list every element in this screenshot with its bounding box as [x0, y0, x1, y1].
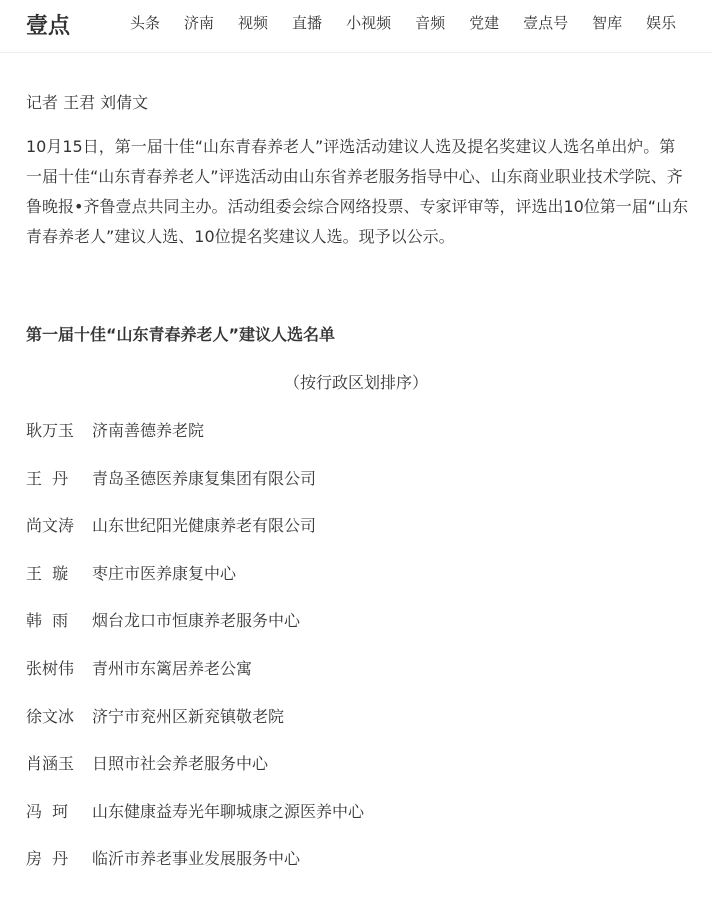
list-item — [26, 704, 686, 752]
candidate-name: 王 丹 — [26, 468, 69, 488]
candidate-name: 王 璇 — [26, 563, 69, 583]
candidate-name: 房 丹 — [26, 849, 69, 869]
list-item — [26, 418, 686, 466]
nav-item-short-video[interactable]: 小视频 — [346, 13, 392, 32]
candidate-organization: 枣庄市医养康复中心 — [92, 563, 237, 583]
nav-item-video[interactable]: 视频 — [238, 13, 269, 32]
candidate-name: 肖涵玉 — [26, 754, 75, 774]
list-ordering-note: （按行政区划排序） — [283, 373, 428, 392]
top-navigation-bar — [0, 0, 712, 53]
candidate-organization: 日照市社会养老服务中心 — [92, 754, 269, 774]
candidate-organization: 临沂市养老事业发展服务中心 — [92, 849, 301, 869]
list-item — [26, 608, 686, 656]
nav-item-audio[interactable]: 音频 — [415, 13, 446, 32]
nav-item-party[interactable]: 党建 — [469, 13, 500, 32]
candidate-organization: 济宁市兖州区新兖镇敬老院 — [92, 706, 285, 726]
article-lead-paragraph: 10月15日，第一届十佳“山东青春养老人”评选活动建议人选及提名奖建议人选名单出炉。第一届十佳“山东青春养老人”评选活动由山东省养老服务指导中心、山东商业职业技术学院、齐鲁晚报•齐鲁壹点共同主办。活动组委会综合网络投票、专家评审等，评选出10位第一届“山东青春养老人”建议人选、10位提名奖建议人选。现予以公示。 — [26, 137, 689, 246]
nav-item-headlines[interactable]: 头条 — [130, 13, 161, 32]
article-byline: 记者 王君 刘倩文 — [26, 93, 149, 112]
nav-item-think-tank[interactable]: 智库 — [592, 13, 623, 32]
candidate-name: 尚文涛 — [26, 516, 75, 536]
nav-item-entertainment[interactable]: 娱乐 — [646, 13, 677, 32]
candidate-organization: 青州市东篱居养老公寓 — [92, 658, 253, 678]
nav-item-yidian-account[interactable]: 壹点号 — [523, 13, 569, 32]
list-item — [26, 751, 686, 799]
logo-text: 壹点 — [26, 12, 71, 39]
candidate-name: 张树伟 — [26, 658, 75, 678]
list-item — [26, 513, 686, 561]
candidate-name: 韩 雨 — [26, 611, 69, 631]
nav-item-jinan[interactable]: 济南 — [184, 13, 215, 32]
candidate-list — [26, 418, 686, 894]
candidate-name: 徐文冰 — [26, 706, 75, 726]
site-logo[interactable] — [26, 8, 70, 40]
list-item — [26, 799, 686, 847]
candidate-name: 冯 珂 — [26, 801, 69, 821]
channel-nav — [118, 0, 688, 44]
list-item — [26, 561, 686, 609]
section-title: 第一届十佳“山东青春养老人”建议人选名单 — [26, 325, 336, 344]
list-item — [26, 846, 686, 894]
nav-item-live[interactable]: 直播 — [292, 13, 323, 32]
candidate-organization: 烟台龙口市恒康养老服务中心 — [92, 611, 301, 631]
candidate-organization: 山东健康益寿光年聊城康之源医养中心 — [92, 801, 365, 821]
candidate-name: 耿万玉 — [26, 421, 75, 440]
list-item — [26, 466, 686, 514]
candidate-organization: 山东世纪阳光健康养老有限公司 — [92, 516, 317, 536]
candidate-organization: 济南善德养老院 — [92, 421, 205, 440]
candidate-organization: 青岛圣德医养康复集团有限公司 — [92, 468, 317, 488]
list-item — [26, 656, 686, 704]
